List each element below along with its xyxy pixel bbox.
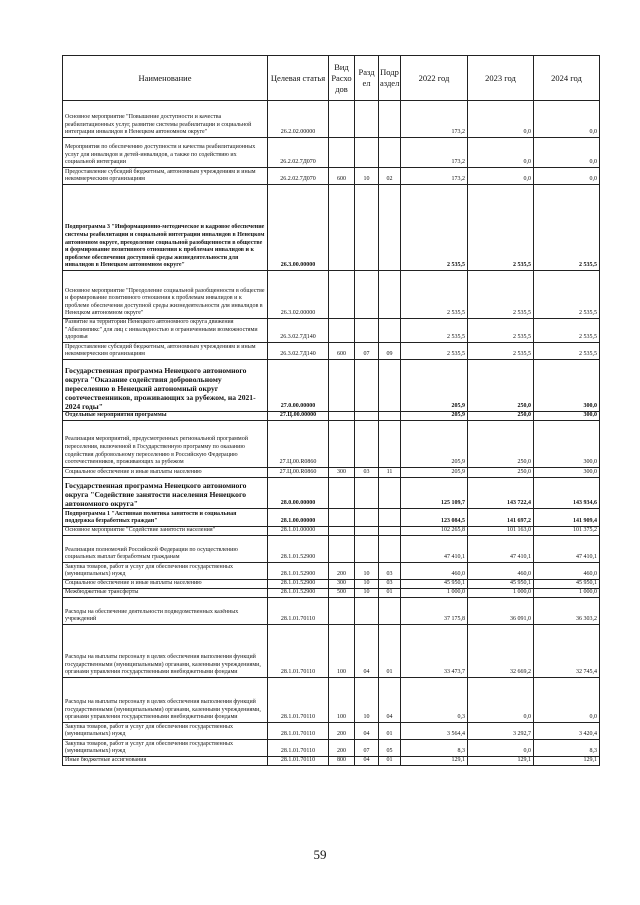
cell-name: Основное мероприятие "Содействие занятости населения" xyxy=(63,526,268,535)
header-year-2024: 2024 год xyxy=(534,56,600,101)
cell-amount-2023: 2 535,5 xyxy=(468,185,534,271)
cell-amount-2022: 37 175,8 xyxy=(401,597,468,624)
cell-amount-2023: 0,0 xyxy=(468,101,534,138)
cell-expense-type xyxy=(329,508,355,526)
cell-amount-2022: 205,9 xyxy=(401,411,468,420)
cell-amount-2023: 2 535,5 xyxy=(468,271,534,319)
header-subsection: Подр аздел xyxy=(379,56,401,101)
cell-subsection: 01 xyxy=(379,588,401,597)
cell-subsection: 01 xyxy=(379,624,401,677)
cell-name: Основное мероприятие "Повышение доступности и качества реабилитационных услуг, развитие системы реабилитации и социальной интеграции инвалидов в Ненецком автономном округе" xyxy=(63,101,268,138)
cell-amount-2024: 36 303,2 xyxy=(534,597,600,624)
cell-amount-2022: 173,2 xyxy=(401,168,468,185)
cell-amount-2024: 101 375,2 xyxy=(534,526,600,535)
cell-subsection xyxy=(379,535,401,562)
cell-subsection xyxy=(379,101,401,138)
cell-section xyxy=(355,526,379,535)
cell-amount-2023: 47 410,1 xyxy=(468,535,534,562)
table-row xyxy=(63,722,600,739)
cell-section: 04 xyxy=(355,624,379,677)
cell-name: Закупка товаров, работ и услуг для обеспечения государственных (муниципальных) нужд xyxy=(63,739,268,756)
table-row xyxy=(63,535,600,562)
cell-amount-2024: 47 410,1 xyxy=(534,535,600,562)
cell-amount-2023: 129,1 xyxy=(468,756,534,765)
cell-amount-2022: 205,9 xyxy=(401,467,468,477)
cell-amount-2024: 143 934,6 xyxy=(534,477,600,508)
cell-target-article: 26.3.00.00000 xyxy=(268,185,329,271)
cell-section: 10 xyxy=(355,562,379,579)
cell-section xyxy=(355,477,379,508)
cell-section: 10 xyxy=(355,579,379,588)
cell-section: 04 xyxy=(355,722,379,739)
cell-section: 10 xyxy=(355,168,379,185)
cell-expense-type xyxy=(329,411,355,420)
cell-target-article: 28.1.00.00000 xyxy=(268,508,329,526)
cell-amount-2023: 141 697,2 xyxy=(468,508,534,526)
cell-amount-2024: 2 535,5 xyxy=(534,319,600,343)
cell-amount-2024: 2 535,5 xyxy=(534,185,600,271)
cell-amount-2024: 1 000,0 xyxy=(534,588,600,597)
cell-amount-2023: 0,0 xyxy=(468,739,534,756)
cell-target-article: 26.2.02.00000 xyxy=(268,101,329,138)
cell-amount-2022: 2 535,5 xyxy=(401,185,468,271)
cell-section xyxy=(355,411,379,420)
cell-expense-type xyxy=(329,420,355,467)
cell-subsection: 03 xyxy=(379,579,401,588)
cell-amount-2023: 3 292,7 xyxy=(468,722,534,739)
cell-amount-2022: 129,1 xyxy=(401,756,468,765)
cell-section xyxy=(355,420,379,467)
cell-target-article: 28.0.00.00000 xyxy=(268,477,329,508)
cell-subsection: 03 xyxy=(379,562,401,579)
cell-expense-type xyxy=(329,359,355,411)
cell-name: Иные бюджетные ассигнования xyxy=(63,756,268,765)
cell-subsection: 01 xyxy=(379,722,401,739)
cell-name: Развитие на территории Ненецкого автономного округа движения "Абилимпикс" для лиц с инвалидностью и ограниченными возможностями здоровья xyxy=(63,319,268,343)
cell-amount-2022: 205,9 xyxy=(401,420,468,467)
cell-amount-2023: 0,0 xyxy=(468,168,534,185)
table-row xyxy=(63,168,600,185)
cell-amount-2022: 33 473,7 xyxy=(401,624,468,677)
cell-target-article: 27.Ц.00.00000 xyxy=(268,411,329,420)
cell-name: Государственная программа Ненецкого автономного округа "Содействие занятости населения Ненецкого автономного округа" xyxy=(63,477,268,508)
table-row xyxy=(63,588,600,597)
cell-amount-2022: 2 535,5 xyxy=(401,271,468,319)
cell-amount-2024: 0,0 xyxy=(534,168,600,185)
cell-expense-type: 300 xyxy=(329,467,355,477)
cell-expense-type: 600 xyxy=(329,168,355,185)
cell-subsection xyxy=(379,508,401,526)
cell-section xyxy=(355,101,379,138)
budget-table xyxy=(62,55,600,766)
cell-amount-2022: 2 535,5 xyxy=(401,342,468,359)
cell-name: Социальное обеспечение и иные выплаты населению xyxy=(63,467,268,477)
cell-amount-2024: 0,0 xyxy=(534,138,600,168)
cell-subsection: 05 xyxy=(379,739,401,756)
cell-amount-2022: 3 564,4 xyxy=(401,722,468,739)
cell-name: Социальное обеспечение и иные выплаты населению xyxy=(63,579,268,588)
cell-name: Закупка товаров, работ и услуг для обеспечения государственных (муниципальных) нужд xyxy=(63,562,268,579)
table-row xyxy=(63,271,600,319)
cell-target-article: 28.1.01.70110 xyxy=(268,756,329,765)
cell-amount-2023: 0,0 xyxy=(468,677,534,722)
cell-expense-type xyxy=(329,101,355,138)
cell-amount-2024: 129,1 xyxy=(534,756,600,765)
cell-target-article: 28.1.01.52900 xyxy=(268,579,329,588)
cell-target-article: 28.1.01.52900 xyxy=(268,562,329,579)
cell-expense-type: 100 xyxy=(329,677,355,722)
cell-amount-2022: 205,9 xyxy=(401,359,468,411)
cell-expense-type: 200 xyxy=(329,562,355,579)
cell-name: Подпрограмма 3 "Информационно-методическое и кадровое обеспечение системы реабилитации и социальной интеграции инвалидов в Ненецком автономном округе, преодоление социальной разобщенности в обществе и формирование позитивного отношения к проблемам инвалидов и к проблеме обеспечения доступной среды жизнедеятельности для инвалидов в Ненецком автономном округе" xyxy=(63,185,268,271)
cell-amount-2022: 0,3 xyxy=(401,677,468,722)
cell-section xyxy=(355,319,379,343)
table-row xyxy=(63,359,600,411)
table-header-row xyxy=(63,56,600,101)
cell-subsection xyxy=(379,271,401,319)
cell-amount-2022: 460,0 xyxy=(401,562,468,579)
cell-amount-2022: 173,2 xyxy=(401,101,468,138)
table-row xyxy=(63,420,600,467)
cell-name: Расходы на выплаты персоналу в целях обеспечения выполнения функций государственными (муниципальными) органами, казенными учреждениями, органами управления государственными внебюджетными фондами xyxy=(63,677,268,722)
cell-section: 04 xyxy=(355,756,379,765)
cell-section: 07 xyxy=(355,739,379,756)
cell-amount-2022: 2 535,5 xyxy=(401,319,468,343)
cell-expense-type xyxy=(329,597,355,624)
cell-amount-2024: 32 745,4 xyxy=(534,624,600,677)
cell-amount-2024: 460,0 xyxy=(534,562,600,579)
cell-subsection xyxy=(379,477,401,508)
cell-section xyxy=(355,271,379,319)
cell-amount-2024: 3 420,4 xyxy=(534,722,600,739)
header-target-article: Целевая статья xyxy=(268,56,329,101)
cell-section: 10 xyxy=(355,677,379,722)
cell-amount-2023: 250,0 xyxy=(468,359,534,411)
cell-target-article: 27.Ц.00.R0860 xyxy=(268,467,329,477)
cell-target-article: 26.3.02.7Д140 xyxy=(268,342,329,359)
cell-name: Предоставление субсидий бюджетным, автономным учреждениям и иным некоммерческим организациям xyxy=(63,168,268,185)
table-row xyxy=(63,579,600,588)
table-row xyxy=(63,756,600,765)
cell-section xyxy=(355,508,379,526)
cell-amount-2022: 8,3 xyxy=(401,739,468,756)
cell-amount-2024: 8,3 xyxy=(534,739,600,756)
cell-amount-2024: 300,0 xyxy=(534,411,600,420)
cell-name: Основное мероприятие "Преодоление социальной разобщенности в обществе и формирование позитивного отношения к проблемам инвалидов и к проблеме обеспечения доступной среды жизнедеятельности для инвалидов в Ненецком автономном округе" xyxy=(63,271,268,319)
cell-expense-type xyxy=(329,138,355,168)
cell-amount-2023: 250,0 xyxy=(468,467,534,477)
cell-subsection xyxy=(379,319,401,343)
table-row xyxy=(63,477,600,508)
cell-amount-2024: 300,0 xyxy=(534,467,600,477)
cell-name: Межбюджетные трансферты xyxy=(63,588,268,597)
table-body xyxy=(63,101,600,766)
page-number: 59 xyxy=(313,847,327,862)
table-row xyxy=(63,411,600,420)
cell-expense-type: 200 xyxy=(329,739,355,756)
cell-subsection xyxy=(379,185,401,271)
cell-subsection xyxy=(379,526,401,535)
cell-amount-2024: 300,0 xyxy=(534,420,600,467)
table-row xyxy=(63,526,600,535)
cell-expense-type xyxy=(329,271,355,319)
cell-target-article: 28.1.01.52900 xyxy=(268,535,329,562)
cell-name: Расходы на обеспечение деятельности подведомственных казённых учреждений xyxy=(63,597,268,624)
cell-subsection: 02 xyxy=(379,168,401,185)
cell-name: Закупка товаров, работ и услуг для обеспечения государственных (муниципальных) нужд xyxy=(63,722,268,739)
cell-amount-2022: 173,2 xyxy=(401,138,468,168)
cell-section: 03 xyxy=(355,467,379,477)
cell-expense-type: 300 xyxy=(329,579,355,588)
table-row xyxy=(63,739,600,756)
table-row xyxy=(63,597,600,624)
header-name: Наименование xyxy=(63,56,268,101)
cell-amount-2024: 0,0 xyxy=(534,101,600,138)
header-year-2022: 2022 год xyxy=(401,56,468,101)
cell-subsection: 04 xyxy=(379,677,401,722)
cell-subsection xyxy=(379,138,401,168)
cell-expense-type: 500 xyxy=(329,588,355,597)
cell-expense-type: 600 xyxy=(329,342,355,359)
table-row xyxy=(63,185,600,271)
cell-expense-type xyxy=(329,477,355,508)
header-section: Разд ел xyxy=(355,56,379,101)
cell-amount-2023: 250,0 xyxy=(468,420,534,467)
cell-target-article: 28.1.01.70110 xyxy=(268,677,329,722)
cell-section: 07 xyxy=(355,342,379,359)
cell-expense-type: 100 xyxy=(329,624,355,677)
cell-amount-2022: 125 109,7 xyxy=(401,477,468,508)
cell-section xyxy=(355,597,379,624)
cell-name: Расходы на выплаты персоналу в целях обеспечения выполнения функций государственными (муниципальными) органами, казенными учреждениями, органами управления государственными внебюджетными фондами xyxy=(63,624,268,677)
cell-amount-2023: 2 535,5 xyxy=(468,319,534,343)
table-row xyxy=(63,508,600,526)
cell-amount-2023: 32 669,2 xyxy=(468,624,534,677)
cell-section xyxy=(355,138,379,168)
cell-amount-2023: 2 535,5 xyxy=(468,342,534,359)
table-row xyxy=(63,467,600,477)
cell-amount-2023: 0,0 xyxy=(468,138,534,168)
cell-target-article: 28.1.01.00000 xyxy=(268,526,329,535)
cell-subsection: 11 xyxy=(379,467,401,477)
cell-amount-2022: 47 410,1 xyxy=(401,535,468,562)
cell-amount-2024: 141 909,4 xyxy=(534,508,600,526)
cell-subsection xyxy=(379,420,401,467)
cell-target-article: 26.3.02.00000 xyxy=(268,271,329,319)
cell-target-article: 28.1.01.70110 xyxy=(268,624,329,677)
cell-expense-type xyxy=(329,319,355,343)
table-row xyxy=(63,138,600,168)
header-expense-type: Вид Расхо дов xyxy=(329,56,355,101)
cell-name: Реализация полномочий Российской Федерации по осуществлению социальных выплат безработным гражданам xyxy=(63,535,268,562)
cell-target-article: 26.2.02.7Д070 xyxy=(268,138,329,168)
cell-target-article: 27.0.00.00000 xyxy=(268,359,329,411)
cell-name: Предоставление субсидий бюджетным, автономным учреждениям и иным некоммерческим организациям xyxy=(63,342,268,359)
cell-amount-2023: 250,0 xyxy=(468,411,534,420)
cell-target-article: 27.Ц.00.R0860 xyxy=(268,420,329,467)
cell-expense-type xyxy=(329,535,355,562)
cell-amount-2024: 300,0 xyxy=(534,359,600,411)
cell-target-article: 28.1.01.70110 xyxy=(268,739,329,756)
cell-expense-type xyxy=(329,526,355,535)
cell-amount-2024: 45 950,1 xyxy=(534,579,600,588)
cell-expense-type xyxy=(329,185,355,271)
cell-amount-2023: 143 722,4 xyxy=(468,477,534,508)
cell-amount-2023: 36 091,0 xyxy=(468,597,534,624)
cell-name: Государственная программа Ненецкого автономного округа "Оказание содействия добровольному переселению в Ненецкий автономный округ соотечественников, проживающих за рубежом, на 2021-2024 годы" xyxy=(63,359,268,411)
table-row xyxy=(63,101,600,138)
cell-name: Мероприятия по обеспечению доступности и качества реабилитационных услуг для инвалидов и детей-инвалидов, а также по содействию их социальной интеграции xyxy=(63,138,268,168)
cell-name: Подпрограмма 1 "Активная политика занятости и социальная поддержка безработных граждан" xyxy=(63,508,268,526)
cell-amount-2024: 0,0 xyxy=(534,677,600,722)
cell-subsection xyxy=(379,359,401,411)
cell-amount-2023: 460,0 xyxy=(468,562,534,579)
cell-amount-2024: 2 535,5 xyxy=(534,342,600,359)
cell-target-article: 28.1.01.70110 xyxy=(268,722,329,739)
cell-section xyxy=(355,185,379,271)
table-row xyxy=(63,624,600,677)
cell-expense-type: 800 xyxy=(329,756,355,765)
cell-amount-2023: 101 163,0 xyxy=(468,526,534,535)
cell-name: Реализация мероприятий, предусмотренных региональной программой переселения, включенной в Государственную программу по оказанию содействия добровольному переселению в Российскую Федерацию соотечественников, проживающих за рубежом xyxy=(63,420,268,467)
cell-expense-type: 200 xyxy=(329,722,355,739)
cell-subsection xyxy=(379,411,401,420)
cell-amount-2023: 45 950,1 xyxy=(468,579,534,588)
header-year-2023: 2023 год xyxy=(468,56,534,101)
cell-target-article: 28.1.01.70110 xyxy=(268,597,329,624)
cell-section xyxy=(355,359,379,411)
cell-amount-2023: 1 000,0 xyxy=(468,588,534,597)
cell-amount-2024: 2 535,5 xyxy=(534,271,600,319)
cell-target-article: 28.1.01.52900 xyxy=(268,588,329,597)
table-row xyxy=(63,562,600,579)
cell-target-article: 26.2.02.7Д070 xyxy=(268,168,329,185)
cell-subsection: 09 xyxy=(379,342,401,359)
cell-name: Отдельные мероприятия программы xyxy=(63,411,268,420)
cell-subsection: 01 xyxy=(379,756,401,765)
table-row xyxy=(63,342,600,359)
table-row xyxy=(63,677,600,722)
cell-amount-2022: 45 950,1 xyxy=(401,579,468,588)
cell-amount-2022: 1 000,0 xyxy=(401,588,468,597)
cell-section: 10 xyxy=(355,588,379,597)
cell-subsection xyxy=(379,597,401,624)
cell-section xyxy=(355,535,379,562)
cell-amount-2022: 102 265,8 xyxy=(401,526,468,535)
table-row xyxy=(63,319,600,343)
cell-amount-2022: 123 084,5 xyxy=(401,508,468,526)
cell-target-article: 26.3.02.7Д140 xyxy=(268,319,329,343)
